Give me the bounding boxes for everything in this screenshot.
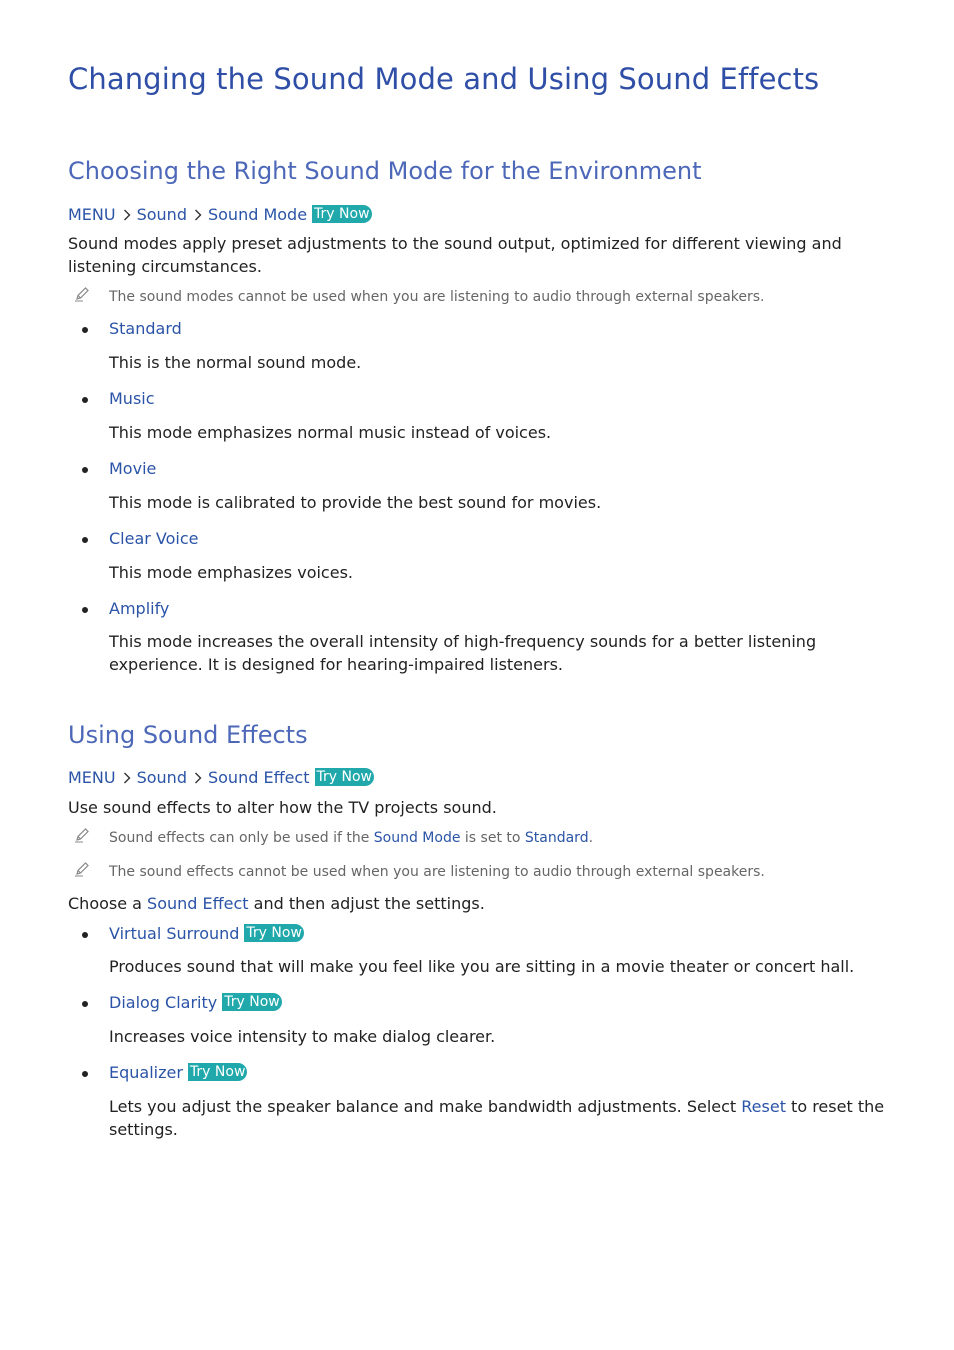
path-sound-mode: Sound Mode bbox=[207, 205, 308, 224]
path-sound: Sound bbox=[136, 205, 187, 224]
list-item-clear-voice bbox=[109, 529, 199, 548]
item-desc: This mode increases the overall intensity of high-frequency sounds for a better listening experience. It is designed for hearing-impaired listeners. bbox=[109, 632, 817, 674]
note-text: is set to bbox=[460, 830, 525, 846]
item-desc: This mode emphasizes voices. bbox=[109, 563, 353, 582]
bullet-dot bbox=[82, 327, 88, 333]
menu-path-sound-effect bbox=[68, 768, 374, 787]
keyword-sound-effect: Sound Effect bbox=[147, 894, 249, 913]
list-item-virtual-surround bbox=[109, 924, 304, 943]
bullet-dot bbox=[82, 397, 88, 403]
list-item-equalizer bbox=[109, 1063, 247, 1082]
item-label: Virtual Surround bbox=[109, 924, 240, 943]
para-text: Choose a bbox=[68, 894, 148, 913]
list-item-movie bbox=[109, 459, 156, 478]
bullet-dot bbox=[82, 932, 88, 938]
try-now-button[interactable]: Try Now bbox=[189, 1063, 246, 1080]
sound-mode-intro: Sound modes apply preset adjustments to the sound output, optimized for different viewing and listening circumstances. bbox=[68, 234, 842, 276]
item-label: Dialog Clarity bbox=[109, 993, 218, 1012]
note-text: . bbox=[588, 830, 594, 846]
list-item-amplify bbox=[109, 599, 169, 618]
item-desc: Produces sound that will make you feel like you are sitting in a movie theater or concert hall. bbox=[109, 957, 855, 976]
item-desc: Increases voice intensity to make dialog clearer. bbox=[109, 1027, 496, 1046]
para-text: and then adjust the settings. bbox=[248, 894, 485, 913]
path-menu: MENU bbox=[68, 205, 116, 224]
chevron-right-icon bbox=[194, 772, 202, 784]
note-keyword-standard: Standard bbox=[524, 830, 589, 846]
note-keyword-sound-mode: Sound Mode bbox=[373, 830, 461, 846]
item-label: Movie bbox=[109, 459, 157, 478]
item-desc: This mode is calibrated to provide the best sound for movies. bbox=[109, 493, 602, 512]
try-now-button[interactable]: Try Now bbox=[246, 924, 302, 941]
chevron-right-icon bbox=[123, 209, 131, 221]
item-label: Clear Voice bbox=[109, 529, 199, 548]
try-now-button[interactable]: Try Now bbox=[316, 768, 372, 785]
section-heading-sound-mode: Choosing the Right Sound Mode for the Environment bbox=[68, 157, 702, 185]
item-desc: This mode emphasizes normal music instead of voices. bbox=[109, 423, 552, 442]
bullet-dot bbox=[82, 467, 88, 473]
menu-path-sound-mode bbox=[68, 205, 372, 224]
path-menu: MENU bbox=[68, 768, 116, 787]
chevron-right-icon bbox=[194, 209, 202, 221]
try-now-button[interactable]: Try Now bbox=[314, 205, 370, 222]
item-label: Equalizer bbox=[109, 1063, 183, 1082]
bullet-dot bbox=[82, 607, 88, 613]
section-heading-sound-effects: Using Sound Effects bbox=[68, 721, 308, 749]
item-label: Amplify bbox=[109, 599, 170, 618]
note-sound-effect-standard bbox=[109, 830, 869, 846]
note-text: Sound effects can only be used if the bbox=[109, 830, 374, 846]
try-now-button[interactable]: Try Now bbox=[224, 993, 280, 1010]
list-item-standard bbox=[109, 319, 182, 338]
item-label: Standard bbox=[109, 319, 182, 338]
pencil-icon bbox=[74, 861, 90, 881]
desc-text: Lets you adjust the speaker balance and make bandwidth adjustments. Select bbox=[109, 1097, 742, 1116]
bullet-dot bbox=[82, 1071, 88, 1077]
keyword-reset: Reset bbox=[741, 1097, 786, 1116]
pencil-icon bbox=[74, 827, 90, 847]
sound-effect-intro: Use sound effects to alter how the TV projects sound. bbox=[68, 798, 497, 817]
desc-text: to reset the settings. bbox=[109, 1097, 885, 1139]
item-desc-equalizer bbox=[109, 1096, 889, 1141]
item-desc: This is the normal sound mode. bbox=[109, 353, 362, 372]
chevron-right-icon bbox=[123, 772, 131, 784]
list-item-dialog-clarity bbox=[109, 993, 282, 1012]
bullet-dot bbox=[82, 1001, 88, 1007]
pencil-icon bbox=[74, 286, 90, 306]
note-text: The sound modes cannot be used when you are listening to audio through external speakers. bbox=[109, 289, 765, 305]
page-title: Changing the Sound Mode and Using Sound Effects bbox=[68, 62, 820, 96]
choose-sound-effect bbox=[68, 893, 868, 916]
item-label: Music bbox=[109, 389, 155, 408]
note-sound-mode-speakers bbox=[109, 289, 869, 305]
note-sound-effect-speakers bbox=[109, 864, 869, 880]
bullet-dot bbox=[82, 537, 88, 543]
note-text: The sound effects cannot be used when you are listening to audio through external speakers. bbox=[109, 864, 765, 880]
list-item-music bbox=[109, 389, 155, 408]
path-sound: Sound bbox=[136, 768, 187, 787]
path-sound-effect: Sound Effect bbox=[207, 768, 310, 787]
